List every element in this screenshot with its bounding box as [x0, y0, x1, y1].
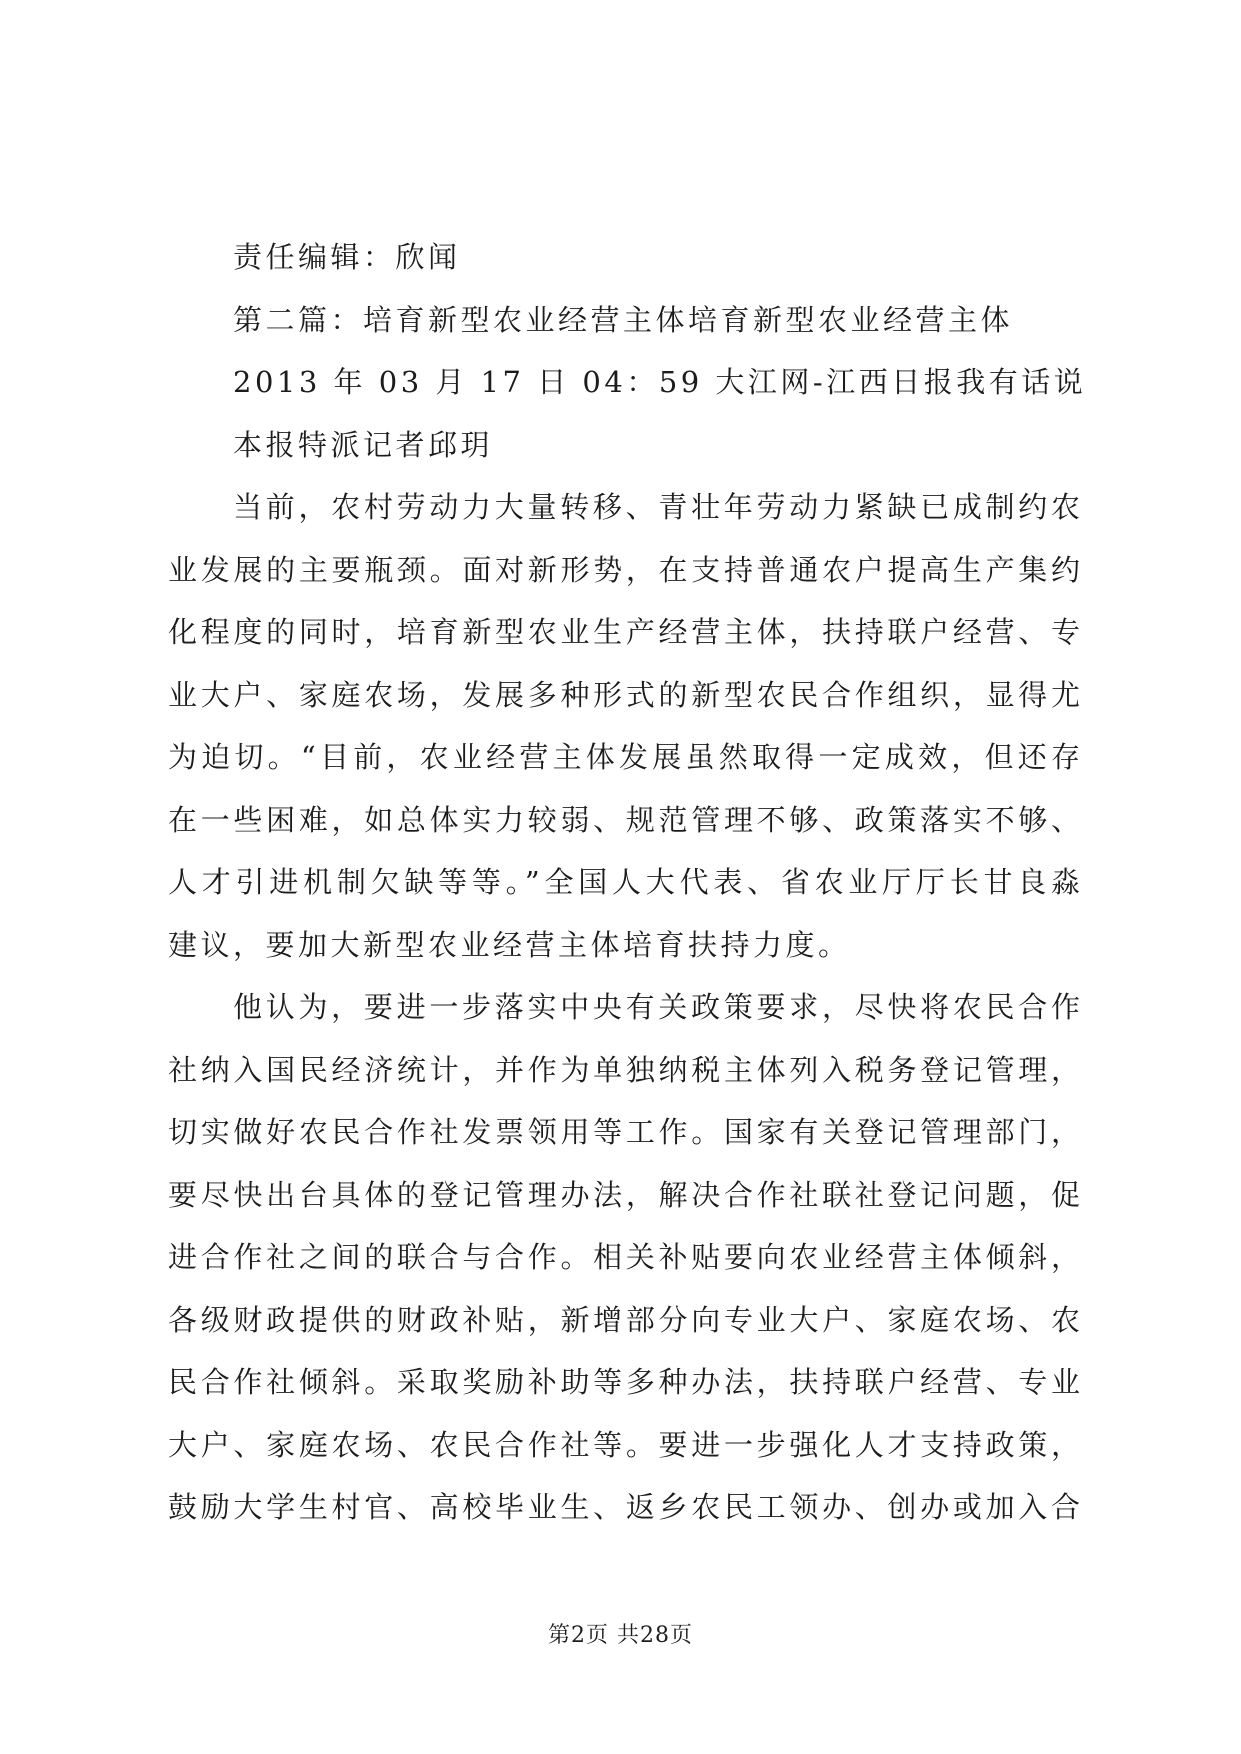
paragraph-line: 为迫切。“目前，农业经营主体发展虽然取得一定成效，但还存	[168, 740, 1080, 774]
article-title: 第二篇：培育新型农业经营主体培育新型农业经营主体	[233, 302, 1014, 337]
paragraph-line: 化程度的同时，培育新型农业生产经营主体，扶持联户经营、专	[168, 615, 1080, 649]
paragraph-line: 当前，农村劳动力大量转移、青壮年劳动力紧缺已成制约农	[233, 490, 1080, 524]
byline: 本报特派记者邱玥	[233, 427, 494, 462]
body-paragraph	[168, 476, 1080, 976]
paragraph-line: 切实做好农民合作社发票领用等工作。国家有关登记管理部门，	[168, 1115, 1080, 1149]
body-paragraph	[168, 976, 1080, 1539]
paragraph-line: 大户、家庭农场、农民合作社等。要进一步强化人才支持政策，	[168, 1427, 1080, 1462]
paragraph-line: 建议，要加大新型农业经营主体培育扶持力度。	[168, 927, 851, 962]
page-number-footer: 第2页 共28页	[548, 1623, 693, 1648]
paragraph-line: 社纳入国民经济统计，并作为单独纳税主体列入税务登记管理，	[168, 1052, 1080, 1087]
document-body	[168, 226, 1087, 1539]
paragraph-line: 各级财政提供的财政补贴，新增部分向专业大户、家庭农场、农	[168, 1302, 1080, 1337]
dateline: 2013 年 03 月 17 日 04：59 大江网-江西日报我有话说	[233, 365, 1087, 399]
paragraph-line: 他认为，要进一步落实中央有关政策要求，尽快将农民合作	[233, 990, 1080, 1024]
paragraph-line: 业发展的主要瓶颈。面对新形势，在支持普通农户提高生产集约	[168, 552, 1080, 587]
paragraph-line: 在一些困难，如总体实力较弱、规范管理不够、政策落实不够、	[168, 802, 1080, 837]
paragraph-line: 人才引进机制欠缺等等。”全国人大代表、省农业厅厅长甘良淼	[168, 865, 1080, 899]
paragraph-line: 要尽快出台具体的登记管理办法，解决合作社联社登记问题，促	[168, 1177, 1080, 1212]
paragraph-line: 进合作社之间的联合与合作。相关补贴要向农业经营主体倾斜，	[168, 1240, 1080, 1274]
editor-line: 责任编辑：欣闻	[233, 240, 461, 274]
paragraph-line: 民合作社倾斜。采取奖励补助等多种办法，扶持联户经营、专业	[168, 1365, 1080, 1399]
paragraph-line: 鼓励大学生村官、高校毕业生、返乡农民工领办、创办或加入合	[168, 1490, 1080, 1524]
paragraph-line: 业大户、家庭农场，发展多种形式的新型农民合作组织，显得尤	[168, 677, 1080, 712]
